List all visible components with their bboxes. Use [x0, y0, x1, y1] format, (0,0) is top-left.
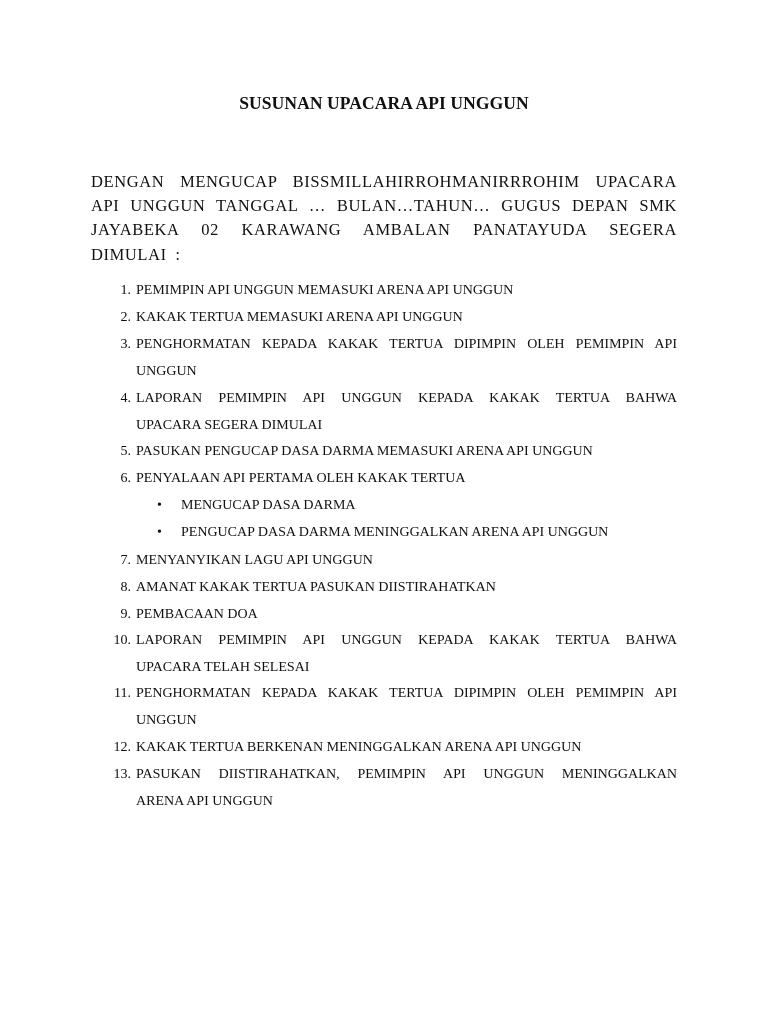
intro-paragraph: [91, 170, 677, 267]
list-item-text: UNGGUN: [136, 713, 197, 728]
list-item-text: PEMBACAAN DOA: [136, 607, 258, 622]
list-item-text: KAKAK TERTUA MEMASUKI ARENA API UNGGUN: [136, 310, 463, 325]
list-item-text: UPACARA TELAH SELESAI: [136, 660, 310, 675]
list-item-text: PASUKAN PENGUCAP DASA DARMA MEMASUKI ARENA API UNGGUN: [136, 444, 593, 459]
list-item-number: 9.: [120, 607, 131, 622]
list-item-text: AMANAT KAKAK TERTUA PASUKAN DIISTIRAHATKAN: [136, 580, 496, 595]
list-item-number: 2.: [120, 310, 131, 325]
list-item-text: KAKAK TERTUA BERKENAN MENINGGALKAN ARENA API UNGGUN: [136, 740, 582, 755]
list-item-number: 8.: [120, 580, 131, 595]
bullet-icon: •: [157, 498, 162, 513]
list-item-number: 4.: [120, 391, 131, 406]
list-item-text: PENGHORMATAN KEPADA KAKAK TERTUA DIPIMPIN OLEH PEMIMPIN API: [136, 337, 677, 352]
list-item-text: PASUKAN DIISTIRAHATKAN, PEMIMPIN API UNGGUN MENINGGALKAN: [136, 767, 677, 782]
intro-line: JAYABEKA 02 KARAWANG AMBALAN PANATAYUDA SEGERA: [91, 220, 677, 240]
list-item-text: ARENA API UNGGUN: [136, 794, 273, 809]
intro-line: DIMULAI :: [91, 244, 181, 264]
sub-list-item-text: PENGUCAP DASA DARMA MENINGGALKAN ARENA API UNGGUN: [181, 525, 609, 540]
list-item-number: 10.: [113, 633, 131, 648]
list-item-text: PENYALAAN API PERTAMA OLEH KAKAK TERTUA: [136, 471, 466, 486]
list-item-text: LAPORAN PEMIMPIN API UNGGUN KEPADA KAKAK TERTUA BAHWA: [136, 391, 677, 406]
bullet-icon: •: [157, 525, 162, 540]
sub-list-item-text: MENGUCAP DASA DARMA: [181, 498, 356, 513]
list-item-number: 5.: [120, 444, 131, 459]
list-item-text: PEMIMPIN API UNGGUN MEMASUKI ARENA API UNGGUN: [136, 283, 514, 298]
list-item-number: 3.: [120, 337, 131, 352]
list-item-number: 13.: [113, 767, 131, 782]
list-item-number: 12.: [113, 740, 131, 755]
list-item-number: 11.: [114, 686, 131, 701]
intro-line: API UNGGUN TANGGAL … BULAN…TAHUN… GUGUS DEPAN SMK: [91, 196, 677, 216]
list-item-text: MENYANYIKAN LAGU API UNGGUN: [136, 553, 373, 568]
list-item-text: UPACARA SEGERA DIMULAI: [136, 418, 323, 433]
document-title: SUSUNAN UPACARA API UNGGUN: [239, 93, 529, 113]
list-item-text: LAPORAN PEMIMPIN API UNGGUN KEPADA KAKAK TERTUA BAHWA: [136, 633, 677, 648]
list-item-number: 1.: [120, 283, 131, 298]
list-item-number: 6.: [120, 471, 131, 486]
list-item-text: PENGHORMATAN KEPADA KAKAK TERTUA DIPIMPIN OLEH PEMIMPIN API: [136, 686, 677, 701]
list-item-text: UNGGUN: [136, 364, 197, 379]
intro-line: DENGAN MENGUCAP BISSMILLAHIRROHMANIRRROHIM UPACARA: [91, 172, 677, 191]
list-item-number: 7.: [120, 553, 131, 568]
